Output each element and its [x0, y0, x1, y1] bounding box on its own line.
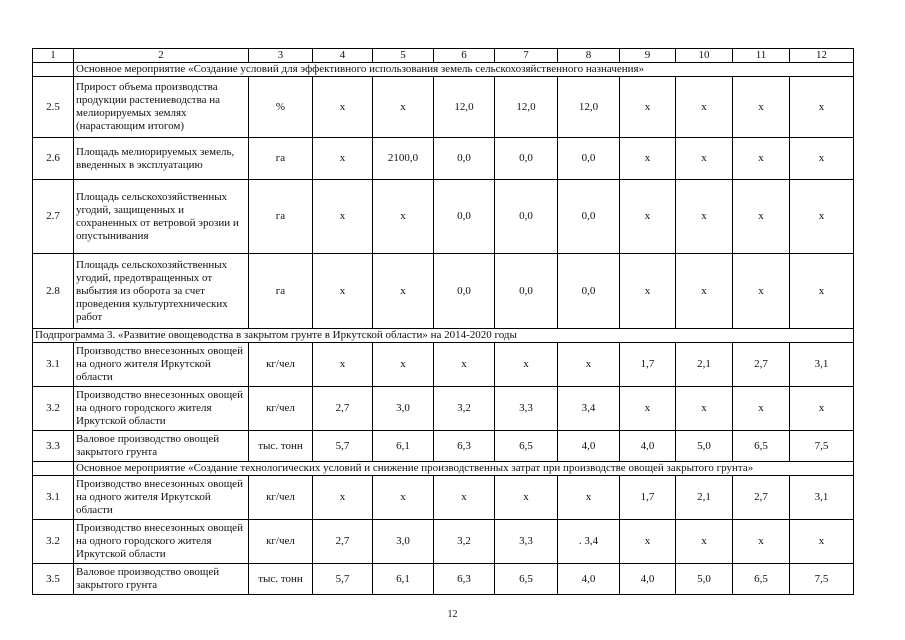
value-cell: x	[620, 387, 676, 431]
value-cell: 0,0	[558, 254, 620, 329]
section-title: Подпрограмма 3. «Развитие овощеводства в закрытом грунте в Иркутской области» на 2014-2020 годы	[33, 329, 854, 343]
unit-cell: га	[249, 138, 313, 180]
value-cell: x	[620, 520, 676, 564]
value-cell: 0,0	[434, 138, 495, 180]
table-row	[33, 343, 854, 387]
unit-cell: га	[249, 180, 313, 254]
unit-cell: тыс. тонн	[249, 564, 313, 595]
value-cell: 2,7	[733, 343, 790, 387]
value-cell: x	[676, 138, 733, 180]
column-number-header: 4	[313, 49, 373, 63]
row-number: 3.1	[33, 476, 74, 520]
row-number: 2.6	[33, 138, 74, 180]
indicator-name: Валовое производство овощей закрытого грунта	[74, 564, 249, 595]
value-cell: 4,0	[558, 431, 620, 462]
value-cell: x	[733, 77, 790, 138]
value-cell: 6,1	[373, 431, 434, 462]
column-number-header: 7	[495, 49, 558, 63]
value-cell: x	[790, 77, 854, 138]
indicator-name: Производство внесезонных овощей на одного городского жителя Иркутской области	[74, 520, 249, 564]
column-number-header: 3	[249, 49, 313, 63]
value-cell: 2,1	[676, 476, 733, 520]
value-cell: 5,0	[676, 564, 733, 595]
value-cell: x	[733, 138, 790, 180]
value-cell: 5,7	[313, 431, 373, 462]
value-cell: 3,0	[373, 520, 434, 564]
indicator-name: Производство внесезонных овощей на одного жителя Иркутской области	[74, 476, 249, 520]
value-cell: 3,3	[495, 520, 558, 564]
table-row	[33, 254, 854, 329]
unit-cell: кг/чел	[249, 387, 313, 431]
unit-cell: кг/чел	[249, 476, 313, 520]
value-cell: 12,0	[434, 77, 495, 138]
value-cell: x	[676, 180, 733, 254]
value-cell: 3,4	[558, 387, 620, 431]
indicators-table	[32, 48, 854, 595]
value-cell: x	[313, 138, 373, 180]
value-cell: x	[676, 254, 733, 329]
value-cell: x	[313, 343, 373, 387]
value-cell: x	[676, 77, 733, 138]
value-cell: 1,7	[620, 476, 676, 520]
empty-cell	[33, 462, 74, 476]
column-number-header: 11	[733, 49, 790, 63]
row-number: 3.5	[33, 564, 74, 595]
value-cell: x	[790, 520, 854, 564]
value-cell: x	[313, 77, 373, 138]
row-number: 2.8	[33, 254, 74, 329]
value-cell: x	[313, 180, 373, 254]
table-row	[33, 77, 854, 138]
value-cell: x	[733, 387, 790, 431]
empty-cell	[33, 63, 74, 77]
value-cell: 3,2	[434, 520, 495, 564]
value-cell: 0,0	[495, 138, 558, 180]
value-cell: x	[790, 138, 854, 180]
page-number: 12	[447, 609, 458, 620]
value-cell: 0,0	[558, 180, 620, 254]
value-cell: x	[373, 343, 434, 387]
value-cell: x	[790, 387, 854, 431]
table-row	[33, 138, 854, 180]
value-cell: 4,0	[620, 564, 676, 595]
value-cell: 2,7	[313, 387, 373, 431]
value-cell: x	[495, 476, 558, 520]
value-cell: x	[676, 387, 733, 431]
value-cell: 2,7	[313, 520, 373, 564]
row-number: 2.5	[33, 77, 74, 138]
value-cell: 1,7	[620, 343, 676, 387]
unit-cell: тыс. тонн	[249, 431, 313, 462]
value-cell: 6,5	[495, 431, 558, 462]
value-cell: 2,7	[733, 476, 790, 520]
value-cell: x	[495, 343, 558, 387]
indicator-name: Площадь сельскохозяйственных угодий, предотвращенных от выбытия из оборота за счет проведения культуртехнических работ	[74, 254, 249, 329]
value-cell: 2100,0	[373, 138, 434, 180]
table-row	[33, 476, 854, 520]
value-cell: x	[676, 520, 733, 564]
value-cell: 0,0	[434, 180, 495, 254]
value-cell: x	[790, 180, 854, 254]
unit-cell: га	[249, 254, 313, 329]
value-cell: 0,0	[558, 138, 620, 180]
table-row	[33, 387, 854, 431]
table-row	[33, 180, 854, 254]
value-cell: x	[373, 254, 434, 329]
value-cell: x	[620, 180, 676, 254]
table-row	[33, 431, 854, 462]
value-cell: 12,0	[495, 77, 558, 138]
value-cell: 0,0	[495, 180, 558, 254]
value-cell: x	[620, 77, 676, 138]
unit-cell: кг/чел	[249, 520, 313, 564]
section-row	[33, 63, 854, 77]
value-cell: x	[790, 254, 854, 329]
indicator-name: Производство внесезонных овощей на одного жителя Иркутской области	[74, 343, 249, 387]
column-number-header: 9	[620, 49, 676, 63]
value-cell: x	[733, 180, 790, 254]
value-cell: x	[434, 343, 495, 387]
header-row	[33, 49, 854, 63]
value-cell: 3,1	[790, 343, 854, 387]
value-cell: x	[558, 343, 620, 387]
value-cell: 4,0	[558, 564, 620, 595]
indicator-name: Площадь сельскохозяйственных угодий, защищенных и сохраненных от ветровой эрозии и опустынивания	[74, 180, 249, 254]
value-cell: x	[313, 254, 373, 329]
value-cell: 0,0	[495, 254, 558, 329]
value-cell: x	[733, 520, 790, 564]
value-cell: 2,1	[676, 343, 733, 387]
column-number-header: 10	[676, 49, 733, 63]
row-number: 3.2	[33, 520, 74, 564]
value-cell: x	[373, 180, 434, 254]
value-cell: x	[733, 254, 790, 329]
value-cell: x	[313, 476, 373, 520]
table-row	[33, 520, 854, 564]
section-row	[33, 462, 854, 476]
value-cell: 3,0	[373, 387, 434, 431]
row-number: 2.7	[33, 180, 74, 254]
value-cell: 6,3	[434, 564, 495, 595]
value-cell: 0,0	[434, 254, 495, 329]
value-cell: x	[373, 476, 434, 520]
value-cell: 6,5	[495, 564, 558, 595]
value-cell: 3,1	[790, 476, 854, 520]
value-cell: 3,3	[495, 387, 558, 431]
column-number-header: 12	[790, 49, 854, 63]
column-number-header: 6	[434, 49, 495, 63]
value-cell: 4,0	[620, 431, 676, 462]
indicator-name: Валовое производство овощей закрытого грунта	[74, 431, 249, 462]
row-number: 3.2	[33, 387, 74, 431]
value-cell: 6,1	[373, 564, 434, 595]
value-cell: 6,5	[733, 564, 790, 595]
unit-cell: %	[249, 77, 313, 138]
value-cell: x	[434, 476, 495, 520]
value-cell: 5,0	[676, 431, 733, 462]
indicator-name: Производство внесезонных овощей на одного городского жителя Иркутской области	[74, 387, 249, 431]
section-title: Основное мероприятие «Создание технологических условий и снижение производственных затрат при производстве овощей закрытого грунта»	[74, 462, 854, 476]
value-cell: 6,5	[733, 431, 790, 462]
indicator-name: Площадь мелиорируемых земель, введенных в эксплуатацию	[74, 138, 249, 180]
section-title: Основное мероприятие «Создание условий для эффективного использования земель сельскохозяйственного назначения»	[74, 63, 854, 77]
indicator-name: Прирост объема производства продукции растениеводства на мелиорируемых землях (нарастающим итогом)	[74, 77, 249, 138]
value-cell: x	[620, 138, 676, 180]
row-number: 3.3	[33, 431, 74, 462]
value-cell: 5,7	[313, 564, 373, 595]
value-cell: 7,5	[790, 564, 854, 595]
unit-cell: кг/чел	[249, 343, 313, 387]
value-cell: 3,2	[434, 387, 495, 431]
value-cell: 6,3	[434, 431, 495, 462]
row-number: 3.1	[33, 343, 74, 387]
column-number-header: 2	[74, 49, 249, 63]
value-cell: . 3,4	[558, 520, 620, 564]
column-number-header: 1	[33, 49, 74, 63]
table-row	[33, 564, 854, 595]
value-cell: x	[373, 77, 434, 138]
column-number-header: 5	[373, 49, 434, 63]
value-cell: 7,5	[790, 431, 854, 462]
value-cell: x	[558, 476, 620, 520]
value-cell: 12,0	[558, 77, 620, 138]
subprogram-row	[33, 329, 854, 343]
value-cell: x	[620, 254, 676, 329]
column-number-header: 8	[558, 49, 620, 63]
